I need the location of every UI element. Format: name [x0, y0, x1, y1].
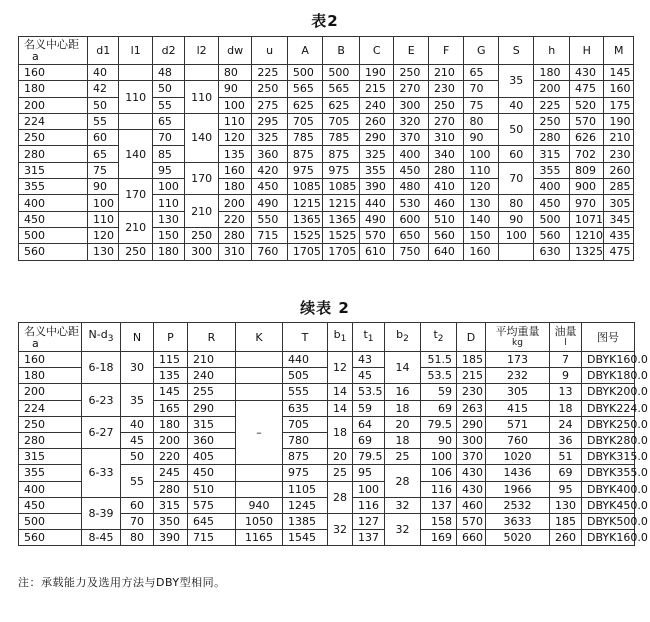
table-row: 160 6-18 30 115 210 440 12 43 14 51.5 185 173 7 DBYK160.0: [19, 352, 635, 368]
table-header-row: [19, 323, 635, 352]
k-group: 940: [236, 497, 283, 513]
header-E: E: [394, 37, 429, 65]
n-group: 50: [121, 449, 154, 465]
n-group: 40: [121, 416, 154, 432]
header-center-distance: 名义中心距 a: [19, 37, 88, 65]
header-t2: $t_2$: [421, 323, 457, 352]
b2-group: 32: [385, 497, 421, 513]
table1-title: 表2: [311, 12, 339, 30]
k-group: –: [236, 400, 283, 465]
b2-group: 28: [385, 465, 421, 497]
header-b2: $b_2$: [385, 323, 421, 352]
table-row: 315 75 95 170 160 420 975 975 355 450 280 110 70 355 809 260: [19, 162, 634, 178]
b1-group: 25: [328, 465, 353, 481]
l2-group: 140: [185, 113, 218, 162]
table-row: 200 6-23 35 145 255 555 14 53.5 16 59 230 305 13 DBYK200.0: [19, 384, 635, 400]
n-group: 70: [121, 513, 154, 529]
n-group: 60: [121, 497, 154, 513]
spec-table-1: [18, 36, 634, 261]
s-group: 50: [498, 113, 534, 146]
table-row: 355 55 245 450 975 25 95 28 106 430 1436 69 DBYK355.0: [19, 465, 635, 481]
s-group: 60: [498, 146, 534, 162]
table-row: 224 165 290 – 635 14 59 18 69 263 415 18 DBYK224.0: [19, 400, 635, 416]
b2-group: 32: [385, 513, 421, 545]
s-group: 100: [498, 227, 534, 243]
header-weight: 平均重量 kg: [486, 323, 550, 352]
table2-title: 续表 2: [300, 299, 350, 317]
spec-table-2: [18, 322, 648, 546]
header-center-distance: 名义中心距 a: [19, 323, 82, 352]
header-C: C: [359, 37, 394, 65]
header-D: D: [457, 323, 486, 352]
header-A: A: [287, 37, 323, 65]
s-group: 80: [498, 195, 534, 211]
header-N: N: [121, 323, 154, 352]
l1-group: 140: [119, 130, 152, 179]
header-b1: $b_1$: [328, 323, 353, 352]
b1-group: 14: [328, 400, 353, 416]
b2-group: 18: [385, 432, 421, 448]
n-group: 35: [121, 384, 154, 416]
k-group: 1165: [236, 530, 283, 546]
header-t1: $t_1$: [353, 323, 385, 352]
header-F: F: [428, 37, 464, 65]
header-M: M: [604, 37, 634, 65]
b2-group: 18: [385, 400, 421, 416]
l2-group: 170: [185, 162, 218, 195]
l1-group: 250: [119, 244, 152, 260]
l1-group: 210: [119, 211, 152, 244]
nd-group: 6-27: [82, 416, 121, 448]
header-l1: l1: [119, 37, 152, 65]
b2-group: 16: [385, 384, 421, 400]
b1-group: 12: [328, 352, 353, 384]
l2-group: 300: [185, 244, 218, 260]
header-figure: 图号: [582, 323, 635, 352]
nd-group: 6-23: [82, 384, 121, 416]
b2-group: 25: [385, 449, 421, 465]
header-G: G: [464, 37, 499, 65]
b1-group: 28: [328, 481, 353, 513]
table-row: 200 50 55 100 275 625 625 240 300 250 75 40 225 520 175: [19, 97, 634, 113]
table-row: 315 6-33 50 220 405 875 20 79.5 25 100 370 1020 51 DBYK315.0: [19, 449, 635, 465]
header-H: H: [569, 37, 604, 65]
header-d1: d1: [88, 37, 119, 65]
s-group: 35: [498, 65, 534, 98]
l2-group: 210: [185, 195, 218, 228]
header-P: P: [154, 323, 188, 352]
s-group: 40: [498, 97, 534, 113]
table-row: 400 280 510 1105 28 100 116 430 1966 95 DBYK400.0: [19, 481, 635, 497]
table-row: 355 90 170 100 180 450 1085 1085 390 480 410 120 400 900 285: [19, 179, 634, 195]
nd-group: 6-33: [82, 449, 121, 498]
table-row: 224 55 65 140 110 295 705 705 260 320 270 80 50 250 570 190: [19, 113, 634, 129]
table-row: 450 8-39 60 315 575 940 1245 116 32 137 460 2532 130 DBYK450.0: [19, 497, 635, 513]
header-T: T: [283, 323, 328, 352]
s-group: 70: [498, 162, 534, 195]
header-l2: l2: [185, 37, 218, 65]
table-row: 250 60 140 70 120 325 785 785 290 370 310 90 280 626 210: [19, 130, 634, 146]
table-row: 160 40 48 80 225 500 500 190 250 210 65 35 180 430 145: [19, 65, 634, 81]
header-R: R: [188, 323, 236, 352]
l2-group: 250: [185, 227, 218, 243]
l1-group: 110: [119, 81, 152, 114]
b2-group: 20: [385, 416, 421, 432]
header-K: K: [236, 323, 283, 352]
header-S: S: [498, 37, 534, 65]
table-row: 250 6-27 40 180 315 705 18 64 20 79.5 290 571 24 DBYK250.0: [19, 416, 635, 432]
n-group: 80: [121, 530, 154, 546]
b1-group: 20: [328, 449, 353, 465]
b1-group: 14: [328, 384, 353, 400]
table-row: 450 110 210 130 220 550 1365 1365 490 600 510 140 90 500 1071 345: [19, 211, 634, 227]
header-dw: dw: [218, 37, 251, 65]
table-row: 560 130 250 180 300 310 760 1705 1705 610 750 640 160 630 1325 475: [19, 244, 634, 260]
l2-group: 110: [185, 81, 218, 114]
b2-group: 14: [385, 352, 421, 384]
table-row: 400 100 110 210 200 490 1215 1215 440 530 460 130 80 450 970 305: [19, 195, 634, 211]
k-group: 1050: [236, 513, 283, 529]
header-B: B: [323, 37, 360, 65]
b1-group: 32: [328, 513, 353, 545]
header-u: u: [252, 37, 288, 65]
header-nd3: $N-d_3$: [82, 323, 121, 352]
nd-group: 8-39: [82, 497, 121, 529]
header-d2: d2: [152, 37, 184, 65]
table-row: 500 120 150 250 280 715 1525 1525 570 650 560 150 100 560 1210 435: [19, 227, 634, 243]
table-row: 560 8-45 80 390 715 1165 1545 137 169 660 5020 260 DBYK160.0: [19, 530, 635, 546]
header-oil: 油量 l: [550, 323, 582, 352]
n-group: 45: [121, 432, 154, 448]
n-group: 30: [121, 352, 154, 384]
table-header-row: [19, 37, 634, 65]
n-group: 55: [121, 465, 154, 497]
header-h: h: [534, 37, 570, 65]
b1-group: 18: [328, 416, 353, 448]
l1-group: 170: [119, 179, 152, 212]
footnote: 注：承载能力及选用方法与DBY型相同。: [18, 576, 226, 589]
table-row: 500 70 350 645 1050 1385 32 127 32 158 570 3633 185 DBYK500.0: [19, 513, 635, 529]
table-row: 280 45 200 360 780 69 18 90 300 760 36 DBYK280.0: [19, 432, 635, 448]
table-row: 180 135 240 505 45 53.5 215 232 9 DBYK180.0: [19, 368, 635, 384]
table-row: 180 42 110 50 110 90 250 565 565 215 270 230 70 200 475 160: [19, 81, 634, 97]
s-group: 90: [498, 211, 534, 227]
nd-group: 8-45: [82, 530, 121, 546]
nd-group: 6-18: [82, 352, 121, 384]
table-row: 280 65 85 135 360 875 875 325 400 340 100 60 315 702 230: [19, 146, 634, 162]
